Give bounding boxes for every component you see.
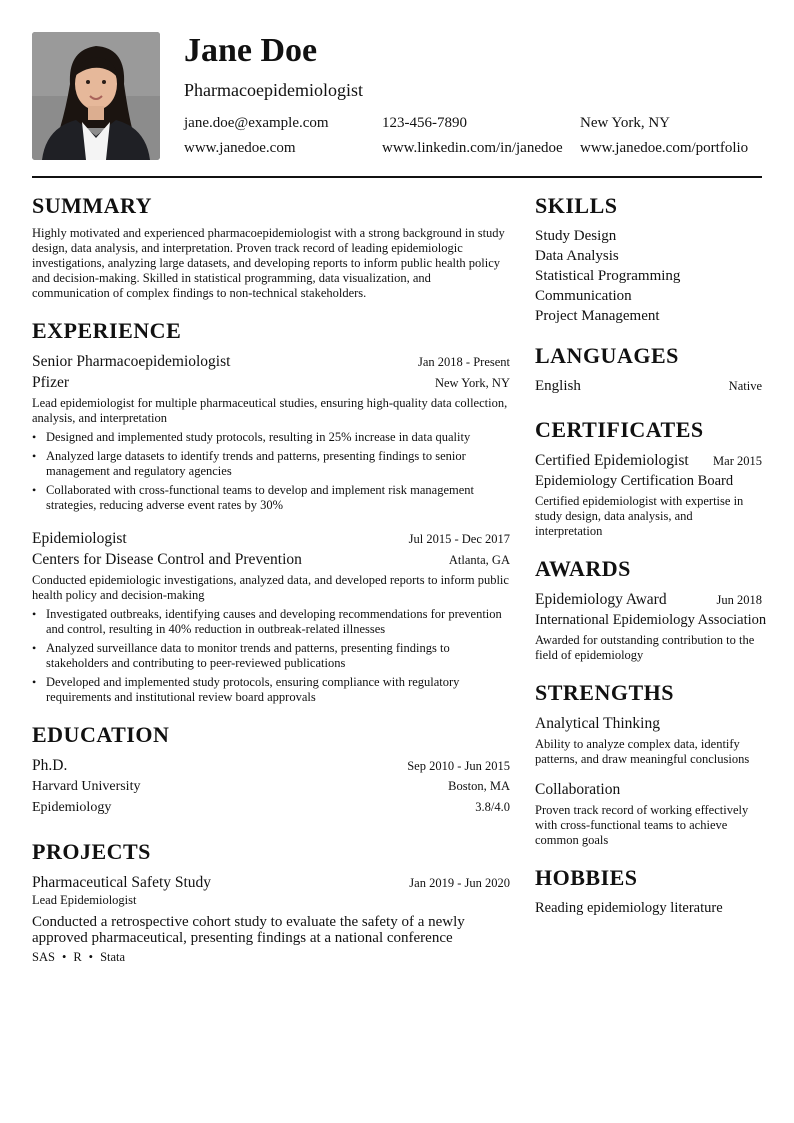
certificates-section — [535, 416, 762, 539]
hobby-item: Reading epidemiology literature — [535, 900, 723, 916]
job-description: Conducted epidemiologic investigations, analyzed data, and developed reports to inform public health policy and decision-making — [32, 573, 509, 602]
experience-entry — [32, 351, 510, 513]
project-tag: R — [73, 950, 82, 964]
section-title: SKILLS — [535, 193, 618, 218]
certificate-date: Mar 2015 — [713, 454, 762, 468]
job-bullets — [32, 430, 510, 513]
resume-header — [32, 32, 762, 160]
certificate-description: Certified epidemiologist with expertise in study design, data analysis, and interpretation — [535, 494, 744, 538]
strength-description: Proven track record of working effectively with cross-functional teams to achieve common goals — [535, 803, 749, 847]
bullet-icon: • — [32, 483, 37, 497]
award-issuer: International Epidemiology Association — [535, 612, 767, 628]
candidate-name: Jane Doe — [184, 32, 318, 69]
email-link[interactable]: jane.doe@example.com — [184, 115, 329, 131]
education-school: Harvard University — [32, 779, 141, 794]
right-column — [535, 192, 767, 981]
website-link[interactable]: www.janedoe.com — [184, 140, 296, 156]
project-description: Conducted a retrospective cohort study to evaluate the safety of a newly approved pharmaceutical, presenting findings at a national conference — [32, 914, 465, 946]
project-name: Pharmaceutical Safety Study — [32, 874, 212, 891]
bullet-icon: • — [32, 641, 37, 655]
list-item: • Analyzed surveillance data to monitor trends and patterns, presenting findings to stakeholders and contributing to peer-reviewed publications — [32, 641, 450, 670]
job-location: New York, NY — [434, 376, 510, 390]
language-name: English — [535, 378, 581, 394]
strength-description: Ability to analyze complex data, identify patterns, and draw meaningful conclusions — [535, 737, 750, 766]
section-title: LANGUAGES — [535, 343, 679, 368]
left-column — [32, 192, 510, 981]
experience-entry — [32, 528, 510, 705]
job-company: Pfizer — [32, 374, 70, 391]
projects-section — [32, 838, 510, 965]
education-date: Sep 2010 - Jun 2015 — [407, 759, 510, 773]
section-title: AWARDS — [535, 556, 631, 581]
list-item: • Analyzed large datasets to identify trends and patterns, presenting findings to senior management and regulatory agencies — [32, 449, 466, 478]
separator-dot: • — [61, 950, 67, 964]
summary-text: Highly motivated and experienced pharmacoepidemiologist with a strong background in study design, data analysis, and interpretation. Proven track record of leading epidemiologic investigations, analyzing large datasets, and developing reports to inform public health policy and decision-making. Skilled in statistical programming, data visualization, and communication of complex findings to non-technical stakeholders. — [32, 226, 505, 300]
award-date: Jun 2018 — [716, 593, 762, 607]
certificate-name: Certified Epidemiologist — [535, 452, 689, 469]
education-location: Boston, MA — [448, 779, 510, 793]
section-title: HOBBIES — [535, 865, 638, 890]
section-title: SUMMARY — [32, 193, 153, 218]
skill-item: Project Management — [535, 308, 660, 324]
strength-item — [535, 779, 762, 848]
job-bullets — [32, 607, 510, 705]
linkedin-link[interactable]: www.linkedin.com/in/janedoe — [382, 140, 563, 156]
list-item: • Investigated outbreaks, identifying causes and developing recommendations for prevention and control, resulting in 40% reduction in outbreak-related illnesses — [32, 607, 502, 636]
section-title: PROJECTS — [32, 839, 151, 864]
job-date: Jan 2018 - Present — [418, 355, 510, 369]
award-name: Epidemiology Award — [535, 591, 667, 608]
profile-photo — [32, 32, 160, 160]
education-section — [32, 721, 510, 818]
job-position: Epidemiologist — [32, 530, 127, 547]
project-role: Lead Epidemiologist — [32, 893, 137, 907]
list-item: • Designed and implemented study protocols, resulting in 25% increase in data quality — [32, 430, 471, 444]
phone-number: 123-456-7890 — [382, 115, 467, 131]
strength-name: Analytical Thinking — [535, 715, 660, 732]
contact-grid — [184, 111, 762, 161]
summary-section — [32, 192, 510, 301]
experience-section — [32, 317, 510, 705]
skill-item: Statistical Programming — [535, 268, 681, 284]
location-text: New York, NY — [580, 115, 671, 131]
skill-item: Study Design — [535, 228, 617, 244]
project-tags — [32, 950, 510, 965]
awards-section — [535, 555, 767, 663]
strength-name: Collaboration — [535, 781, 621, 798]
job-company: Centers for Disease Control and Prevention — [32, 551, 302, 568]
job-location: Atlanta, GA — [448, 553, 510, 567]
header-divider — [32, 176, 762, 178]
list-item: • Developed and implemented study protocols, ensuring compliance with regulatory requirements and institutional review board approvals — [32, 675, 460, 704]
bullet-icon: • — [32, 607, 37, 621]
section-title: EDUCATION — [32, 722, 170, 747]
section-title: CERTIFICATES — [535, 417, 704, 442]
skills-section — [535, 192, 762, 326]
bullet-icon: • — [32, 449, 37, 463]
project-tag: Stata — [100, 950, 126, 964]
language-level: Native — [728, 379, 762, 393]
strength-item — [535, 713, 762, 767]
award-description: Awarded for outstanding contribution to the field of epidemiology — [535, 633, 755, 662]
strengths-section — [535, 679, 762, 848]
job-description: Lead epidemiologist for multiple pharmaceutical studies, ensuring high-quality data collection, analysis, and interpretation — [32, 396, 508, 425]
section-title: STRENGTHS — [535, 680, 674, 705]
list-item: • Collaborated with cross-functional teams to develop and implement risk management strategies, reducing adverse event rates by 30% — [32, 483, 475, 512]
bullet-icon: • — [32, 430, 37, 444]
separator-dot: • — [88, 950, 94, 964]
resume-body — [32, 192, 767, 981]
job-date: Jul 2015 - Dec 2017 — [408, 532, 510, 546]
education-field: Epidemiology — [32, 800, 112, 815]
candidate-headline: Pharmacoepidemiologist — [184, 80, 363, 100]
education-gpa: 3.8/4.0 — [475, 800, 510, 814]
portfolio-link[interactable]: www.janedoe.com/portfolio — [580, 140, 749, 156]
hobbies-section — [535, 864, 762, 918]
education-degree: Ph.D. — [32, 757, 68, 774]
bullet-icon: • — [32, 675, 37, 689]
job-position: Senior Pharmacoepidemiologist — [32, 353, 231, 370]
project-date: Jan 2019 - Jun 2020 — [409, 876, 510, 890]
skill-item: Data Analysis — [535, 248, 619, 264]
certificate-issuer: Epidemiology Certification Board — [535, 473, 734, 489]
header-info — [184, 32, 762, 160]
section-title: EXPERIENCE — [32, 318, 182, 343]
project-tag: SAS — [32, 950, 55, 964]
skill-item: Communication — [535, 288, 632, 304]
languages-section — [535, 342, 762, 396]
